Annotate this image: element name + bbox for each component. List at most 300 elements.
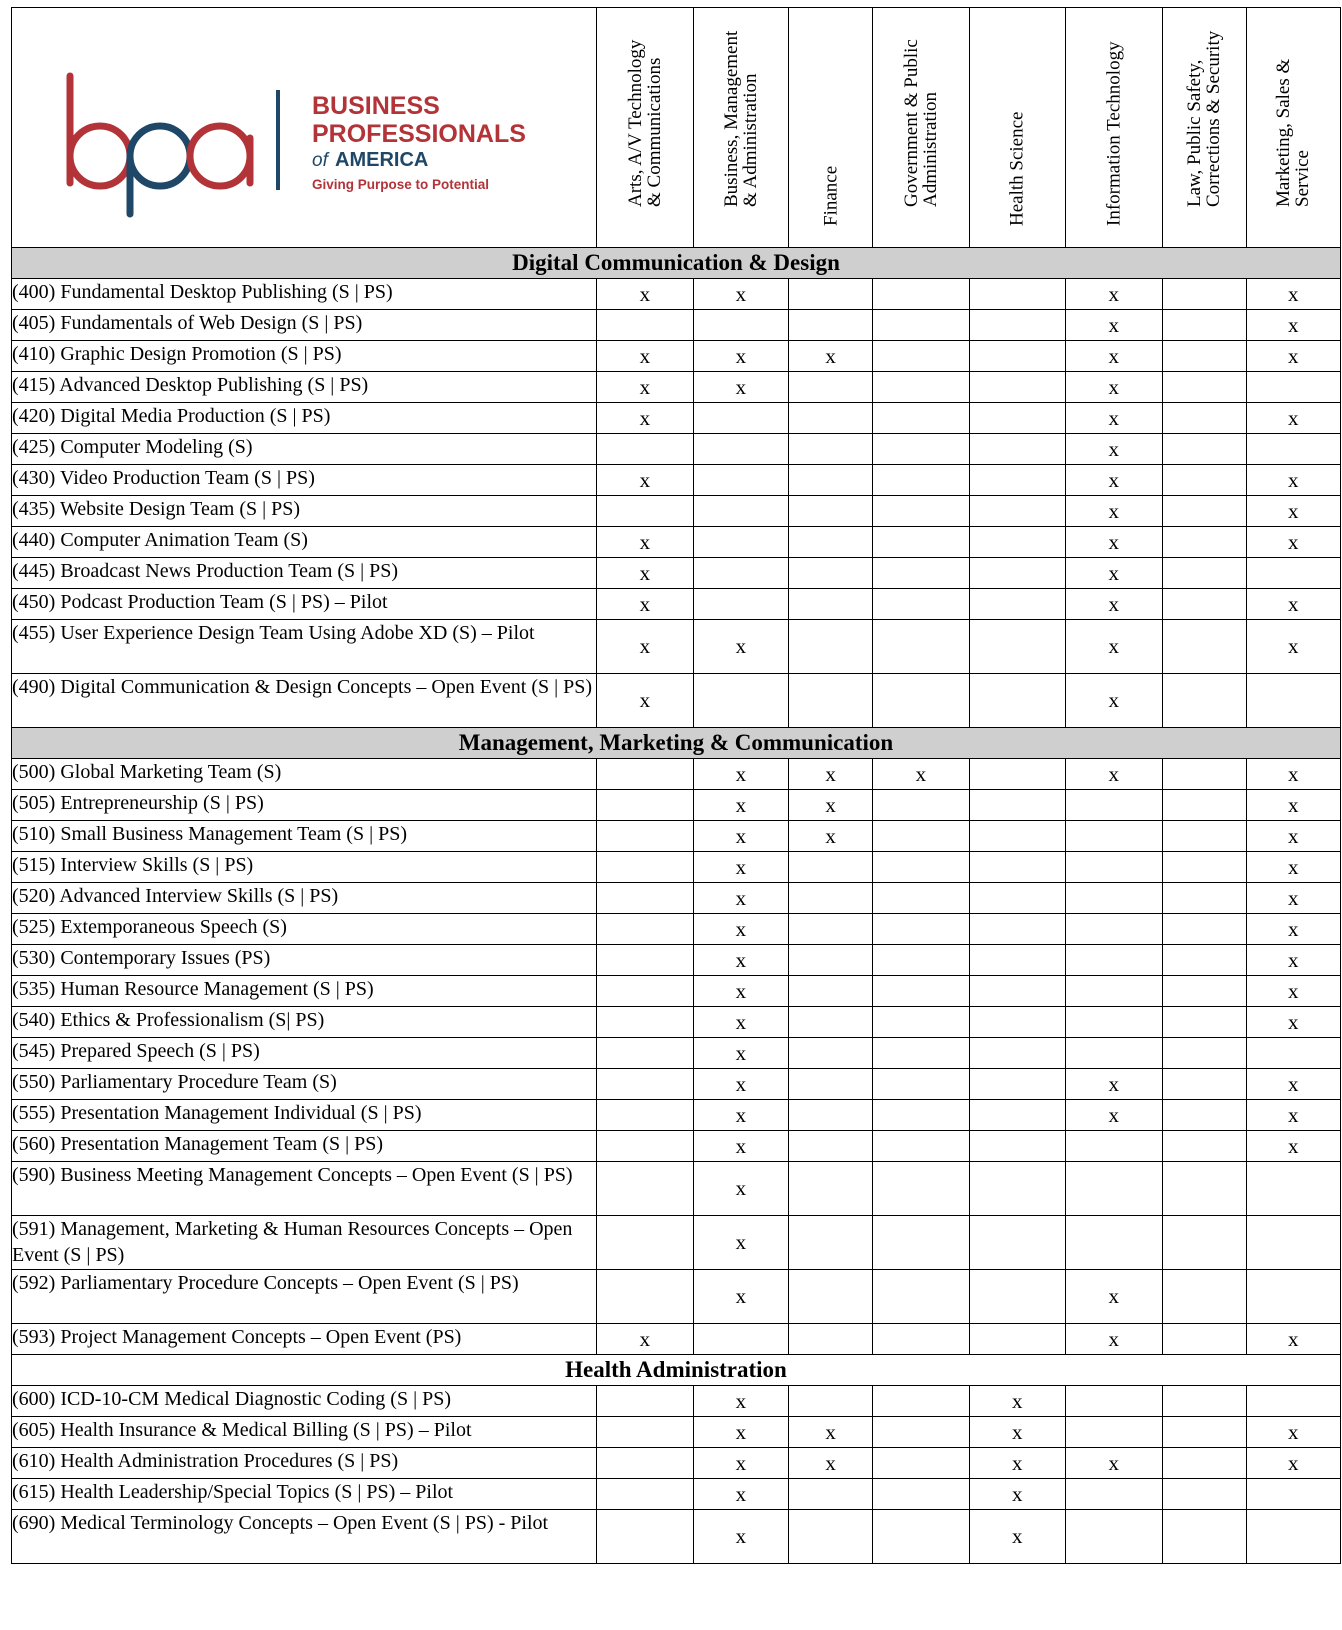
cluster-mark: x [1066,1324,1162,1355]
empty-cell [873,674,969,728]
cluster-mark: x [1246,1007,1340,1038]
empty-cell [1162,1069,1246,1100]
event-name: (505) Entrepreneurship (S | PS) [12,790,597,821]
table-row [12,372,1341,403]
empty-cell [1066,945,1162,976]
empty-cell [1066,914,1162,945]
column-header-line: Corrections & Security [1203,30,1225,207]
empty-cell [1162,310,1246,341]
empty-cell [873,1417,969,1448]
empty-cell [969,403,1065,434]
cluster-mark: x [1246,790,1340,821]
table-row [12,945,1341,976]
empty-cell [1066,1417,1162,1448]
cluster-mark: x [873,759,969,790]
empty-cell [693,558,788,589]
empty-cell [597,1038,693,1069]
empty-cell [1162,1007,1246,1038]
empty-cell [873,945,969,976]
cluster-mark: x [693,1270,788,1324]
table-row [12,1510,1341,1564]
empty-cell [1066,821,1162,852]
empty-cell [1162,1324,1246,1355]
empty-cell [597,310,693,341]
column-header-line: Law, Public Safety, [1184,59,1206,207]
cluster-mark: x [1246,852,1340,883]
column-header-label [1008,112,1027,226]
event-name: (555) Presentation Management Individual (S | PS) [12,1100,597,1131]
cluster-mark: x [1246,1448,1340,1479]
event-name: (425) Computer Modeling (S) [12,434,597,465]
empty-cell [873,341,969,372]
cluster-mark: x [789,759,873,790]
event-name: (592) Parliamentary Procedure Concepts – Open Event (S | PS) [12,1270,597,1324]
cluster-mark: x [693,341,788,372]
event-name: (515) Interview Skills (S | PS) [12,852,597,883]
empty-cell [1162,589,1246,620]
empty-cell [1162,1510,1246,1564]
cluster-mark: x [693,1216,788,1270]
empty-cell [597,1069,693,1100]
empty-cell [693,1324,788,1355]
empty-cell [1246,558,1340,589]
cluster-mark: x [969,1417,1065,1448]
cluster-mark: x [1246,527,1340,558]
cluster-mark: x [1246,279,1340,310]
cluster-mark: x [1066,527,1162,558]
cluster-mark: x [693,1131,788,1162]
column-header-line: Health Science [1006,111,1028,226]
column-header-label [1274,59,1312,207]
cluster-mark: x [597,589,693,620]
empty-cell [1162,341,1246,372]
empty-cell [597,1131,693,1162]
empty-cell [873,852,969,883]
logo-america: AMERICA [335,148,429,171]
section-header-row [12,1355,1341,1386]
section-title: Digital Communication & Design [12,248,1341,279]
empty-cell [969,674,1065,728]
empty-cell [597,1510,693,1564]
empty-cell [1066,1007,1162,1038]
empty-cell [1162,1162,1246,1216]
empty-cell [969,1007,1065,1038]
cluster-mark: x [1246,465,1340,496]
empty-cell [1162,279,1246,310]
empty-cell [789,403,873,434]
empty-cell [789,945,873,976]
empty-cell [597,496,693,527]
table-row [12,341,1341,372]
empty-cell [1066,1510,1162,1564]
cluster-mark: x [693,1038,788,1069]
cluster-mark: x [1066,1100,1162,1131]
empty-cell [789,620,873,674]
cluster-mark: x [693,1386,788,1417]
empty-cell [1246,372,1340,403]
cluster-mark: x [1246,821,1340,852]
cluster-mark: x [1066,465,1162,496]
table-row [12,1270,1341,1324]
empty-cell [1162,914,1246,945]
empty-cell [969,310,1065,341]
empty-cell [873,1069,969,1100]
cluster-mark: x [693,759,788,790]
empty-cell [1066,976,1162,1007]
empty-cell [873,496,969,527]
column-header-line: Arts, A/V Technology [624,39,646,207]
logo-cell [12,8,597,248]
cluster-mark: x [1066,1270,1162,1324]
event-name: (535) Human Resource Management (S | PS) [12,976,597,1007]
event-name: (450) Podcast Production Team (S | PS) – Pilot [12,589,597,620]
empty-cell [969,341,1065,372]
empty-cell [789,883,873,914]
table-row [12,558,1341,589]
cluster-mark: x [1246,1417,1340,1448]
section-title: Management, Marketing & Communication [12,728,1341,759]
empty-cell [873,434,969,465]
empty-cell [1162,1038,1246,1069]
empty-cell [693,310,788,341]
empty-cell [873,883,969,914]
table-row [12,759,1341,790]
column-header-label [902,39,940,207]
empty-cell [597,759,693,790]
table-row [12,465,1341,496]
cluster-mark: x [1066,403,1162,434]
cluster-mark: x [789,1417,873,1448]
event-name: (410) Graphic Design Promotion (S | PS) [12,341,597,372]
empty-cell [1246,1038,1340,1069]
empty-cell [789,1038,873,1069]
table-row [12,1324,1341,1355]
empty-cell [1246,1479,1340,1510]
cluster-mark: x [1246,496,1340,527]
empty-cell [969,620,1065,674]
empty-cell [969,976,1065,1007]
empty-cell [693,527,788,558]
cluster-mark: x [1066,496,1162,527]
column-header-label [1104,41,1123,226]
column-header-line: & Administration [739,73,761,207]
empty-cell [873,403,969,434]
column-header-line: Information Technology [1103,41,1125,226]
empty-cell [597,1448,693,1479]
empty-cell [1162,852,1246,883]
event-name: (520) Advanced Interview Skills (S | PS) [12,883,597,914]
empty-cell [873,310,969,341]
event-name: (605) Health Insurance & Medical Billing (S | PS) – Pilot [12,1417,597,1448]
empty-cell [1246,674,1340,728]
cluster-mark: x [1246,914,1340,945]
event-name: (445) Broadcast News Production Team (S | PS) [12,558,597,589]
table-row [12,496,1341,527]
empty-cell [969,945,1065,976]
event-name: (420) Digital Media Production (S | PS) [12,403,597,434]
column-header-line: Finance [820,165,842,226]
empty-cell [969,372,1065,403]
cluster-mark: x [597,403,693,434]
cluster-mark: x [693,279,788,310]
empty-cell [1066,1386,1162,1417]
empty-cell [1162,1417,1246,1448]
column-header-line: & Communications [643,57,665,207]
cluster-mark: x [1066,1448,1162,1479]
empty-cell [1162,403,1246,434]
empty-cell [969,1131,1065,1162]
empty-cell [873,372,969,403]
bpa-logo [12,28,596,228]
empty-cell [873,1270,969,1324]
cluster-mark: x [1246,403,1340,434]
logo-line2: PROFESSIONALS [312,119,526,148]
column-header-label [626,40,664,207]
cluster-mark: x [693,1448,788,1479]
empty-cell [1162,1270,1246,1324]
table-row [12,527,1341,558]
table-row [12,883,1341,914]
empty-cell [1162,674,1246,728]
column-header-line: Government & Public [900,39,922,207]
cluster-mark: x [1066,310,1162,341]
empty-cell [597,852,693,883]
cluster-mark: x [597,279,693,310]
cluster-mark: x [1246,1131,1340,1162]
empty-cell [1162,1479,1246,1510]
empty-cell [789,1131,873,1162]
empty-cell [789,674,873,728]
event-name: (500) Global Marketing Team (S) [12,759,597,790]
table-row [12,790,1341,821]
empty-cell [969,434,1065,465]
table-row [12,914,1341,945]
empty-cell [969,914,1065,945]
empty-cell [873,1131,969,1162]
cluster-mark: x [969,1448,1065,1479]
cluster-mark: x [693,1510,788,1564]
empty-cell [1162,558,1246,589]
empty-cell [873,1479,969,1510]
cluster-mark: x [789,821,873,852]
logo-line1: BUSINESS [312,91,440,120]
empty-cell [789,465,873,496]
empty-cell [1162,372,1246,403]
section-title: Health Administration [12,1355,1341,1386]
cluster-mark: x [1246,976,1340,1007]
empty-cell [873,976,969,1007]
cluster-mark: x [1066,372,1162,403]
column-header [1066,8,1162,248]
cluster-mark: x [969,1386,1065,1417]
empty-cell [693,403,788,434]
empty-cell [1246,1510,1340,1564]
event-name: (405) Fundamentals of Web Design (S | PS) [12,310,597,341]
column-header-line: Administration [919,91,941,207]
cluster-mark: x [1066,589,1162,620]
table-row [12,821,1341,852]
column-header-label [722,31,760,207]
empty-cell [1066,852,1162,883]
event-name: (600) ICD-10-CM Medical Diagnostic Coding (S | PS) [12,1386,597,1417]
empty-cell [969,1038,1065,1069]
empty-cell [693,434,788,465]
empty-cell [789,1270,873,1324]
cluster-mark: x [1246,310,1340,341]
empty-cell [1066,1162,1162,1216]
table-row [12,1038,1341,1069]
empty-cell [1162,1216,1246,1270]
empty-cell [873,1386,969,1417]
empty-cell [789,1386,873,1417]
empty-cell [789,372,873,403]
empty-cell [789,558,873,589]
cluster-mark: x [1246,620,1340,674]
empty-cell [1162,465,1246,496]
empty-cell [1162,527,1246,558]
empty-cell [873,1100,969,1131]
cluster-mark: x [969,1479,1065,1510]
cluster-mark: x [1066,759,1162,790]
table-row [12,1386,1341,1417]
logo-of: of [312,149,328,171]
empty-cell [1066,1216,1162,1270]
event-name: (560) Presentation Management Team (S | PS) [12,1131,597,1162]
cluster-mark: x [1246,1069,1340,1100]
cluster-mark: x [1246,759,1340,790]
event-name: (593) Project Management Concepts – Open Event (PS) [12,1324,597,1355]
empty-cell [873,1448,969,1479]
empty-cell [1246,1386,1340,1417]
column-header [693,8,788,248]
event-name: (530) Contemporary Issues (PS) [12,945,597,976]
empty-cell [1246,434,1340,465]
empty-cell [1066,883,1162,914]
event-name: (610) Health Administration Procedures (S | PS) [12,1448,597,1479]
empty-cell [969,496,1065,527]
empty-cell [597,1007,693,1038]
column-header [1246,8,1340,248]
empty-cell [1162,620,1246,674]
event-name: (430) Video Production Team (S | PS) [12,465,597,496]
empty-cell [1162,1131,1246,1162]
event-name: (545) Prepared Speech (S | PS) [12,1038,597,1069]
empty-cell [597,914,693,945]
empty-cell [873,279,969,310]
cluster-mark: x [693,1162,788,1216]
cluster-mark: x [1066,1069,1162,1100]
table-row [12,310,1341,341]
empty-cell [1162,1386,1246,1417]
cluster-mark: x [597,674,693,728]
table-row [12,1479,1341,1510]
cluster-mark: x [597,620,693,674]
empty-cell [1162,1448,1246,1479]
cluster-mark: x [597,465,693,496]
empty-cell [969,821,1065,852]
empty-cell [873,1162,969,1216]
empty-cell [789,1216,873,1270]
empty-cell [789,310,873,341]
column-header [873,8,969,248]
cluster-mark: x [693,372,788,403]
empty-cell [1066,1479,1162,1510]
event-name: (490) Digital Communication & Design Concepts – Open Event (S | PS) [12,674,597,728]
table-row [12,1448,1341,1479]
empty-cell [969,1100,1065,1131]
cluster-mark: x [693,821,788,852]
empty-cell [969,1270,1065,1324]
event-name: (540) Ethics & Professionalism (S| PS) [12,1007,597,1038]
cluster-mark: x [1246,589,1340,620]
table-row [12,852,1341,883]
empty-cell [1066,790,1162,821]
empty-cell [597,1417,693,1448]
event-name: (590) Business Meeting Management Concepts – Open Event (S | PS) [12,1162,597,1216]
cluster-mark: x [693,852,788,883]
cluster-mark: x [597,558,693,589]
empty-cell [597,1216,693,1270]
cluster-mark: x [693,1417,788,1448]
empty-cell [789,279,873,310]
table-row [12,279,1341,310]
section-header-row [12,728,1341,759]
cluster-mark: x [1066,279,1162,310]
cluster-mark: x [693,1007,788,1038]
empty-cell [597,976,693,1007]
empty-cell [693,674,788,728]
empty-cell [1246,1270,1340,1324]
empty-cell [789,589,873,620]
cluster-mark: x [597,527,693,558]
column-header-label [1185,31,1223,207]
column-header [597,8,693,248]
event-name: (415) Advanced Desktop Publishing (S | PS) [12,372,597,403]
empty-cell [1162,496,1246,527]
empty-cell [873,1007,969,1038]
empty-cell [873,1216,969,1270]
table-row [12,1069,1341,1100]
empty-cell [969,279,1065,310]
header-row [12,8,1341,248]
table-row [12,620,1341,674]
empty-cell [597,945,693,976]
table-row [12,674,1341,728]
cluster-mark: x [1246,945,1340,976]
empty-cell [597,1100,693,1131]
empty-cell [789,434,873,465]
cluster-mark: x [1066,620,1162,674]
empty-cell [873,1324,969,1355]
empty-cell [873,589,969,620]
event-name: (591) Management, Marketing & Human Resources Concepts – Open Event (S | PS) [12,1216,597,1270]
empty-cell [789,1479,873,1510]
empty-cell [789,496,873,527]
empty-cell [969,465,1065,496]
empty-cell [969,1069,1065,1100]
cluster-mark: x [693,1479,788,1510]
cluster-mark: x [693,976,788,1007]
empty-cell [789,1100,873,1131]
empty-cell [1162,790,1246,821]
empty-cell [969,852,1065,883]
empty-cell [873,1038,969,1069]
table-row [12,403,1341,434]
cluster-mark: x [1246,883,1340,914]
empty-cell [969,1162,1065,1216]
empty-cell [597,434,693,465]
empty-cell [693,496,788,527]
